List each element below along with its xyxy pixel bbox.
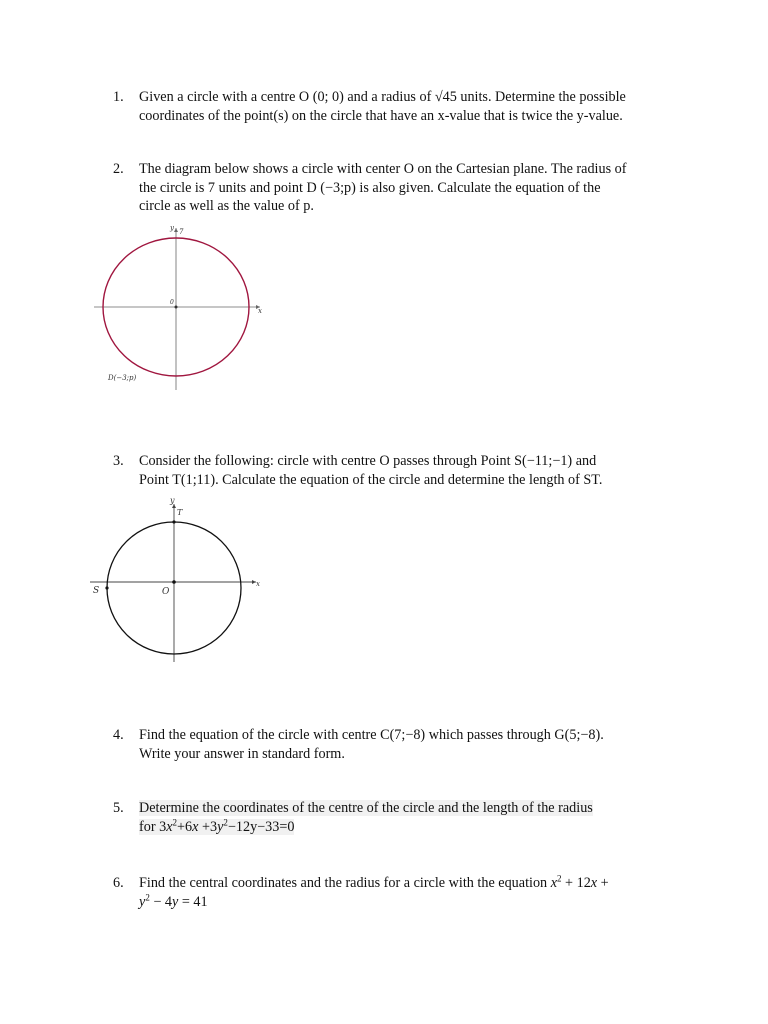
question-text-line: Point T(1;11). Calculate the equation of the circle and determine the length of ST. [139, 471, 603, 488]
equation-part: − 4 [149, 893, 173, 910]
equation-part: = 41 [178, 893, 208, 910]
question-4 [113, 726, 683, 763]
question-text-line [113, 799, 683, 818]
point-s-label: S [93, 586, 100, 596]
equation-part: for 3 [139, 818, 167, 835]
x-axis-label: x [258, 307, 262, 315]
equation-part: + 12 [561, 875, 591, 891]
equation-part: + [597, 875, 609, 891]
equation [139, 816, 295, 835]
equation-part: −12y−33=0 [227, 818, 295, 835]
equation-exponent: 2 [145, 891, 150, 902]
x-axis-label: x [256, 580, 260, 588]
circle-diagram-1 [90, 222, 270, 392]
y-axis-label: y [170, 224, 174, 232]
equation-var: y [217, 818, 224, 835]
question-number: 4. [113, 727, 124, 743]
origin-label: O [162, 587, 170, 597]
question-text-line: coordinates of the point(s) on the circle that have an x-value that is twice the y-value. [139, 107, 623, 124]
question-equation-line [113, 818, 683, 837]
axis-arrow-icon [174, 228, 178, 232]
equation-var: x [166, 818, 173, 835]
question-text-line: Given a circle with a centre O (0; 0) and a radius of √45 units. Determine the possible [139, 89, 626, 105]
origin-point [175, 306, 178, 309]
question-6 [113, 874, 683, 911]
question-3 [113, 452, 683, 489]
origin-label: 0 [170, 299, 174, 306]
question-number: 2. [113, 161, 124, 177]
origin-point [172, 580, 176, 584]
y-tick-label: 7 [179, 228, 184, 236]
question-5 [113, 799, 683, 836]
equation-part: +6 [177, 818, 193, 835]
equation-var: y [172, 893, 179, 910]
equation-var: x [550, 875, 557, 891]
question-text-line: Consider the following: circle with centre O passes through Point S(−11;−1) and [139, 453, 597, 469]
question-text-line [113, 874, 683, 893]
equation-exponent: 2 [557, 873, 562, 884]
point-t-label: T [177, 508, 183, 517]
point-d-label: D(−3;p) [108, 374, 137, 382]
question-number: 6. [113, 875, 124, 891]
question-text-line: The diagram below shows a circle with center O on the Cartesian plane. The radius of [139, 161, 627, 177]
highlighted-text: Determine the coordinates of the centre of the circle and the length of the radius [139, 800, 593, 816]
question-text-line: circle as well as the value of p. [139, 198, 314, 214]
point-t [172, 520, 175, 523]
question-2 [113, 160, 683, 216]
equation-var: y [139, 893, 146, 910]
question-text: Find the central coordinates and the radius for a circle with the equation [139, 875, 551, 891]
equation-part: +3 [198, 818, 218, 835]
question-1 [113, 88, 683, 125]
point-s [105, 586, 108, 589]
equation-exponent: 2 [223, 816, 228, 827]
question-text-line: the circle is 7 units and point D (−3;p) is also given. Calculate the equation of the [139, 179, 601, 196]
question-number: 5. [113, 800, 124, 816]
circle-diagram-2 [88, 494, 278, 664]
question-equation-line [113, 893, 683, 912]
equation-var: x [192, 818, 199, 835]
question-text-line: Find the equation of the circle with centre C(7;−8) which passes through G(5;−8). [139, 727, 604, 743]
question-number: 1. [113, 89, 124, 105]
question-number: 3. [113, 453, 124, 469]
question-text-line: Write your answer in standard form. [139, 745, 345, 762]
y-axis-label: y [170, 496, 175, 505]
equation-var: x [590, 875, 598, 891]
equation-exponent: 2 [172, 816, 177, 827]
